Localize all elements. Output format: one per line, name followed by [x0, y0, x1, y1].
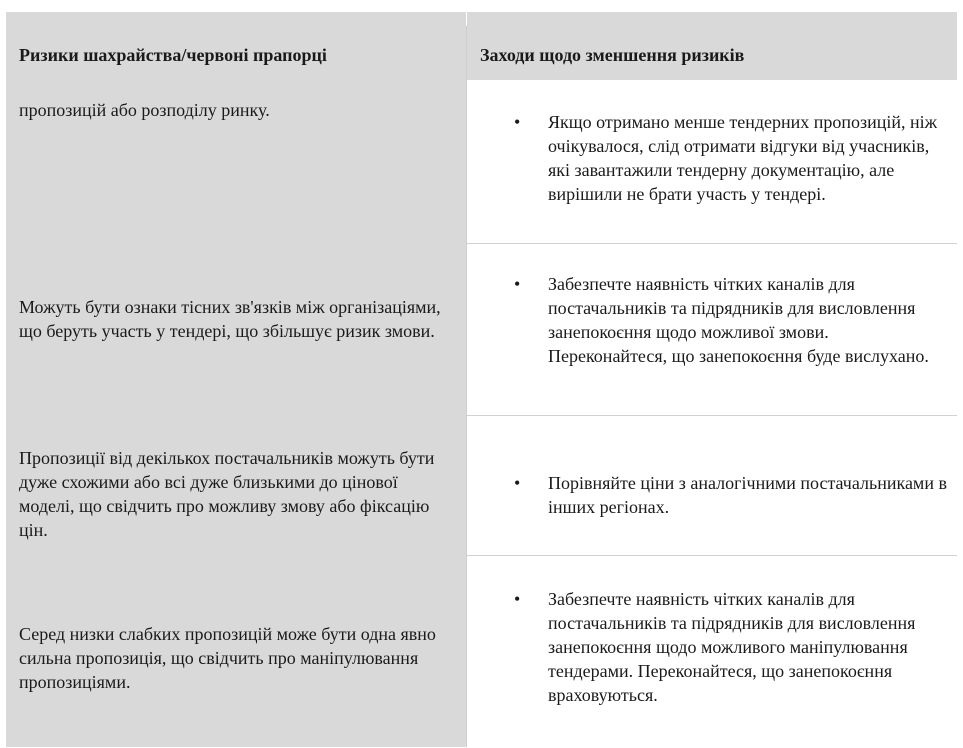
risk-cell: Пропозиції від декількох постачальників можуть бути дуже схожими або всі дуже близькими до цінової моделі, що свідчить про можливу змову або фіксацію цін.	[19, 448, 435, 540]
mitigation-cell	[467, 555, 957, 748]
mitigation-header-label: Заходи щодо зменшення ризиків	[480, 45, 745, 65]
risk-cell: Серед низки слабких пропозицій може бути одна явно сильна пропозиція, що свідчить про маніпулювання пропозиціями.	[19, 624, 436, 692]
bullet-icon: •	[514, 274, 521, 294]
bullet-icon: •	[514, 589, 521, 609]
mitigation-cell	[467, 80, 957, 243]
mitigation-text: Забезпечте наявність чітких каналів для постачальників та підрядників для висловлення занепокоєння щодо можливого маніпулювання тендерами. Переконайтеся, що занепокоєння враховуються.	[548, 589, 916, 705]
bullet-icon: •	[514, 473, 521, 493]
risk-cell: Можуть бути ознаки тісних зв'язків між організаціями, що беруть участь у тендері, що збільшує ризик змови.	[19, 297, 441, 341]
mitigation-column-header	[467, 12, 957, 80]
risk-mitigation-table	[6, 12, 957, 747]
risk-column-header	[6, 12, 466, 80]
risk-cell: пропозицій або розподілу ринку.	[19, 100, 270, 120]
risk-header-label: Ризики шахрайства/червоні прапорці	[19, 45, 327, 65]
mitigation-cell	[467, 415, 957, 556]
bullet-icon: •	[514, 112, 521, 132]
mitigation-text: Забезпечте наявність чітких каналів для постачальників та підрядників для висловлення занепокоєння щодо можливої змови. Переконайтеся, що занепокоєння буде вислухано.	[548, 274, 929, 366]
mitigation-text: Порівняйте ціни з аналогічними постачальниками в інших регіонах.	[548, 473, 947, 517]
mitigation-cell	[467, 243, 957, 416]
mitigation-text: Якщо отримано менше тендерних пропозицій, ніж очікувалося, слід отримати відгуки від учасників, які завантажили тендерну документацію, але вирішили не брати участь у тендері.	[548, 112, 938, 204]
